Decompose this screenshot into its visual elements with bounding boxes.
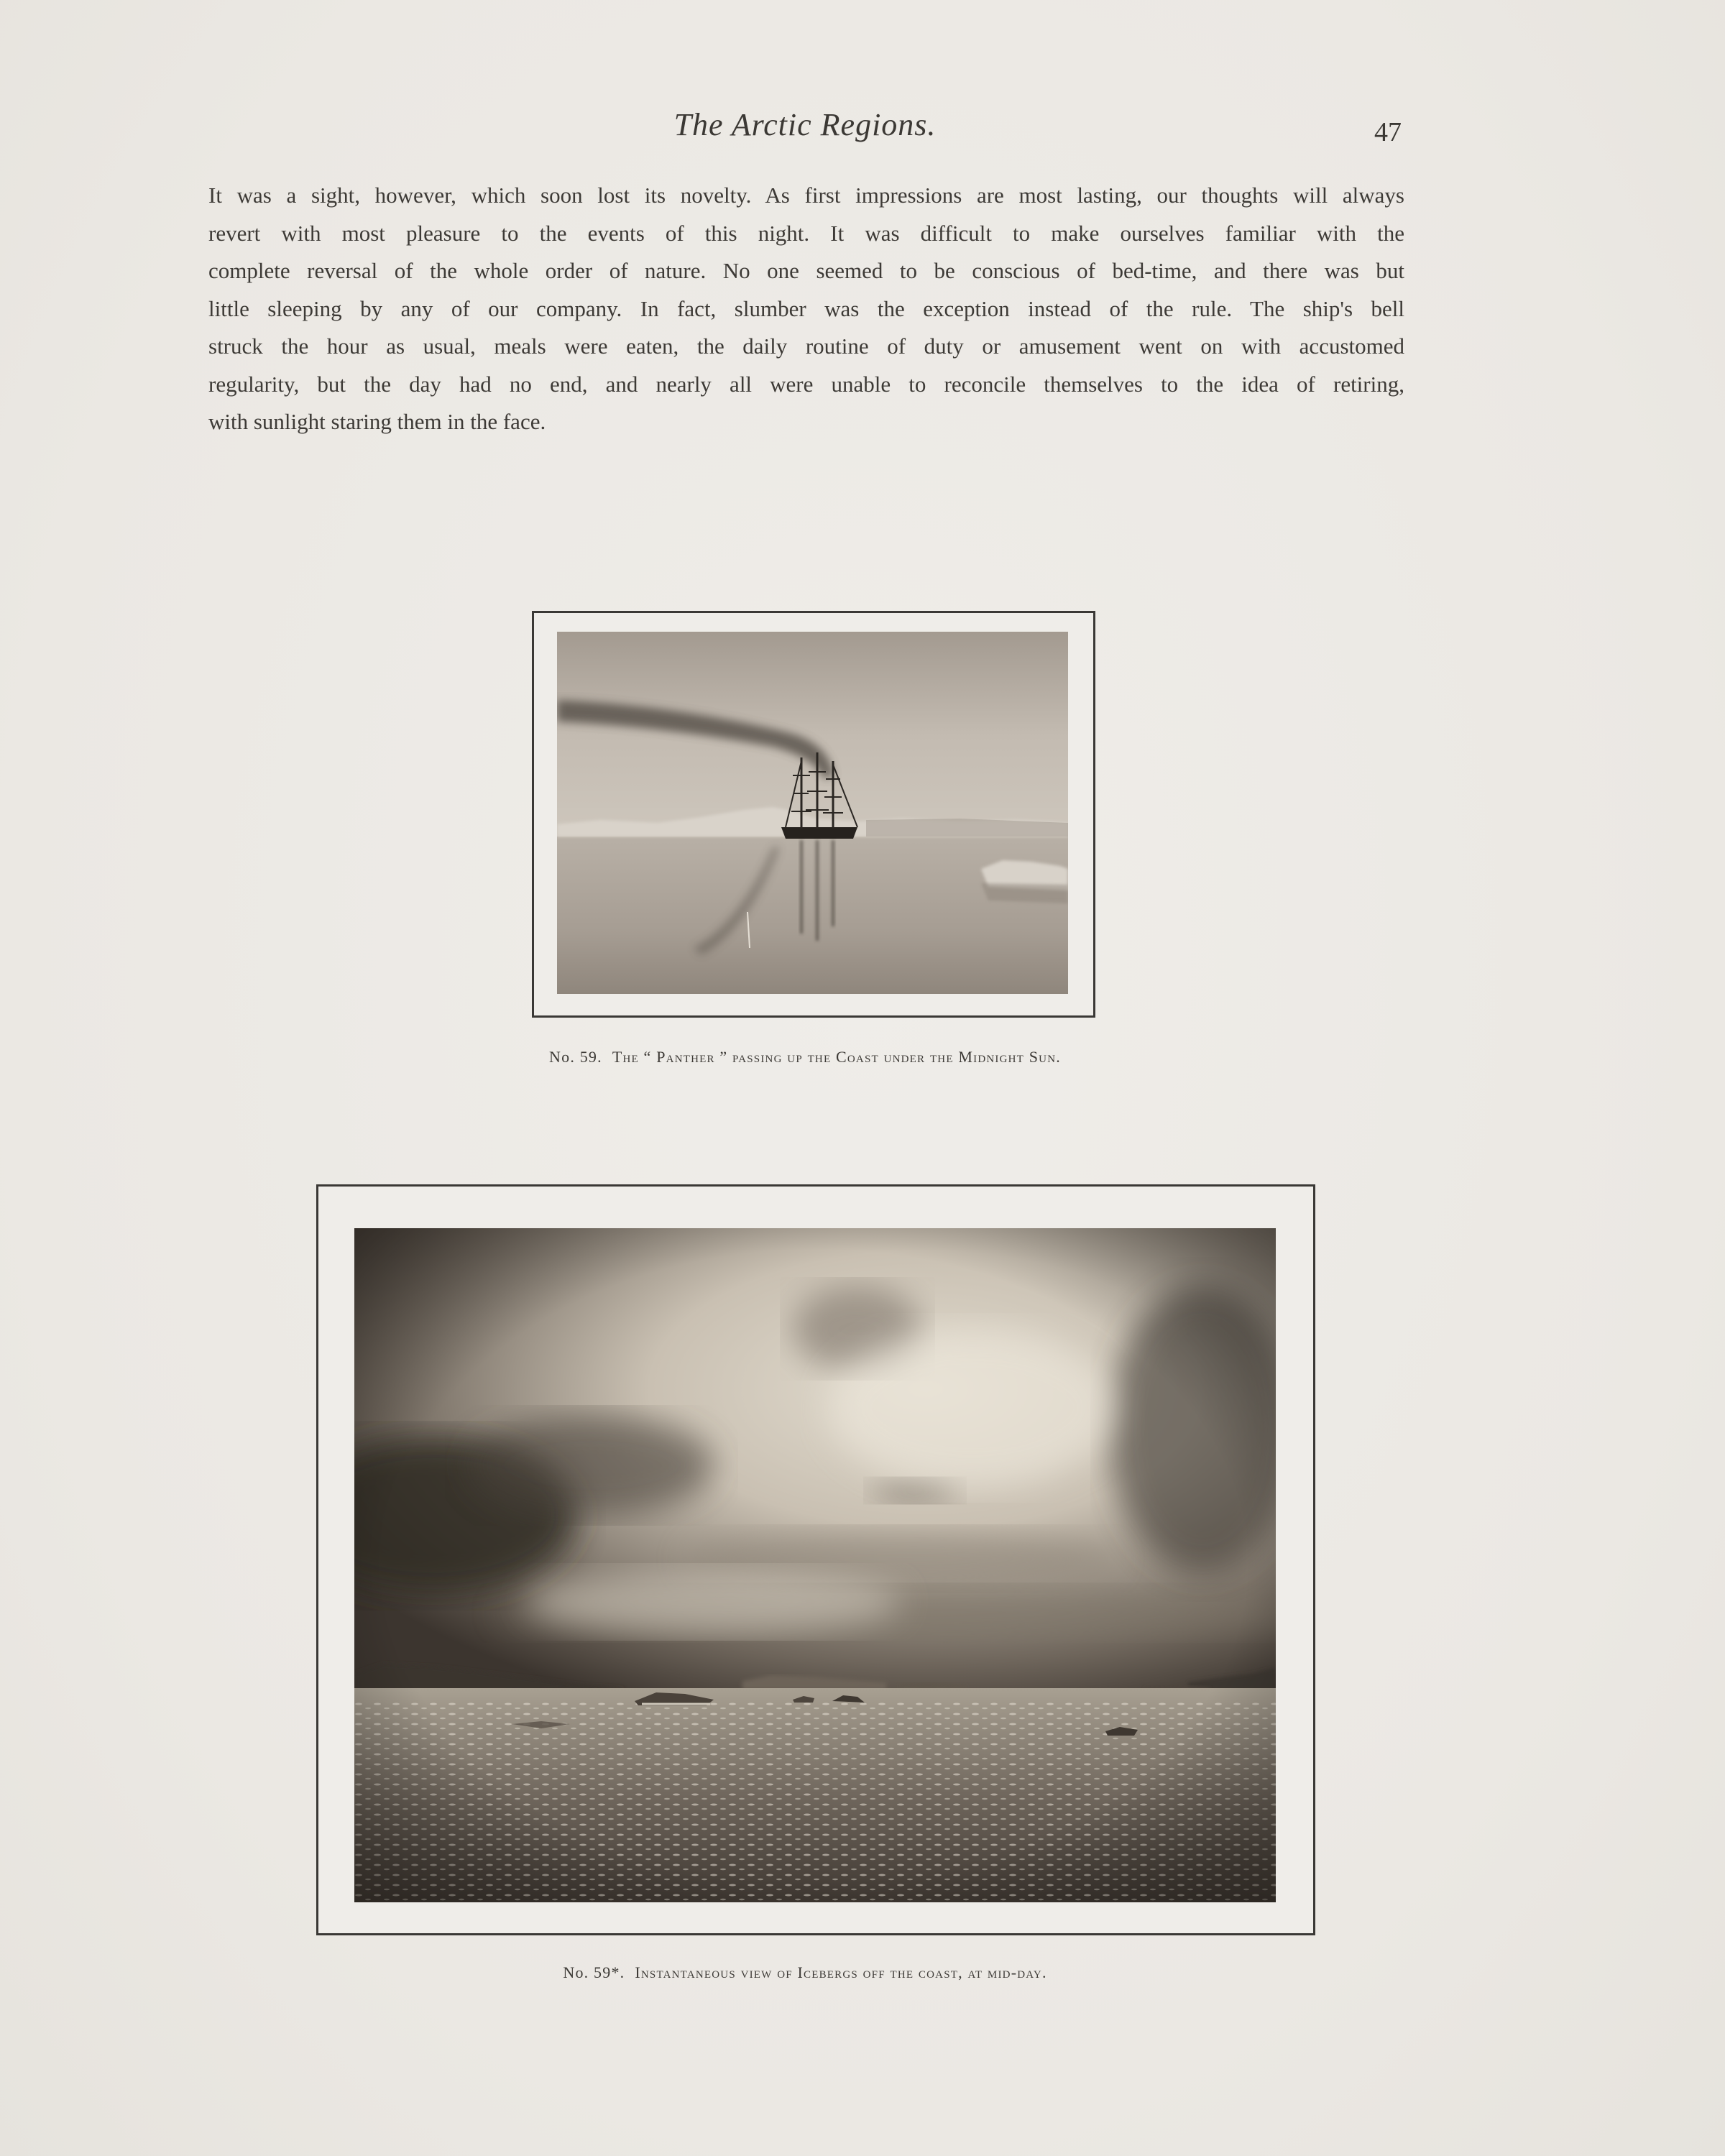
plate-title: Instantaneous view of Icebergs off the coast, at mid-day.	[635, 1963, 1047, 1981]
plate-caption	[0, 1963, 1610, 1982]
text-line: with sunlight staring them in the face.	[208, 409, 546, 434]
text-line: struck the hour as usual, meals were eaten, the daily routine of duty or amusement went on with accustomed	[208, 333, 1404, 359]
icebergs-photograph	[354, 1228, 1276, 1902]
body-paragraph	[208, 177, 1404, 441]
text-line: revert with most pleasure to the events of this night. It was difficult to make ourselves familiar with the	[208, 220, 1404, 246]
running-title: The Arctic Regions.	[673, 107, 937, 142]
plate-number: No. 59.	[549, 1048, 602, 1066]
plate-number: No. 59*.	[563, 1963, 625, 1981]
plate-title: The “ Panther ” passing up the Coast under the Midnight Sun.	[612, 1048, 1061, 1066]
page-number: 47	[1374, 117, 1402, 147]
plate-frame-icebergs	[316, 1184, 1315, 1935]
plate-caption	[0, 1048, 1610, 1067]
text-line: little sleeping by any of our company. In fact, slumber was the exception instead of the rule. The ship's bell	[208, 295, 1404, 321]
ship-photograph	[557, 632, 1068, 994]
text-line: regularity, but the day had no end, and nearly all were unable to reconcile themselves to the idea of retiring,	[208, 371, 1404, 397]
plate-frame-ship	[532, 611, 1095, 1018]
text-line: complete reversal of the whole order of nature. No one seemed to be conscious of bed-time, and there was but	[208, 258, 1404, 283]
text-line: It was a sight, however, which soon lost its novelty. As first impressions are most lasting, our thoughts will always	[208, 183, 1404, 208]
